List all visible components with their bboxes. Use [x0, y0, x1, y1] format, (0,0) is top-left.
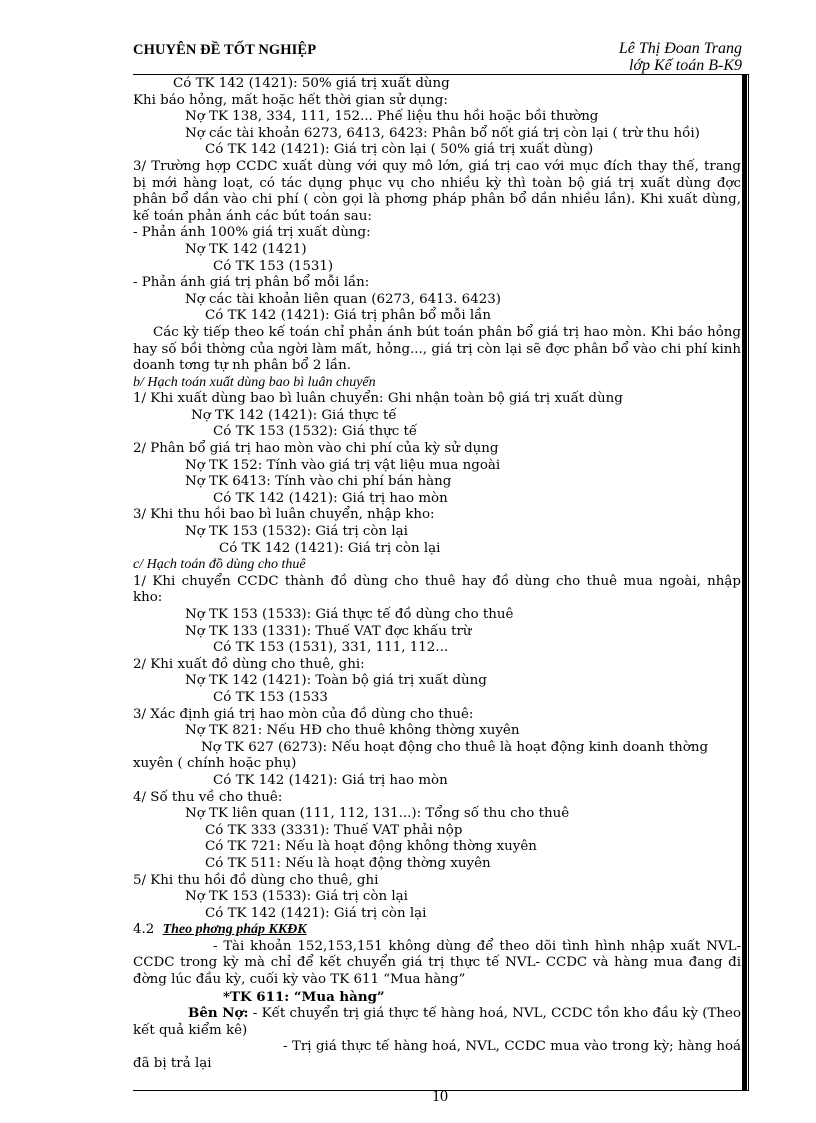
text-line: Nợ TK 152: Tính vào giá trị vật liệu mua ngoài [185, 457, 501, 473]
header-title: CHUYÊN ĐỀ TỐT NGHIỆP [133, 42, 317, 58]
text-line: Nợ TK 133 (1331): Thuế VAT đợc khấu trừ [185, 623, 472, 639]
text-line: Có TK 153 (1531), 331, 111, 112... [213, 640, 449, 656]
paragraph: 1/ Khi chuyển CCDC thành đồ dùng cho thuê hay đồ dùng cho thuê mua ngoài, nhập kho: [133, 573, 741, 606]
text-line: Nợ TK 142 (1421): Toàn bộ giá trị xuất dùng [185, 673, 487, 689]
section-heading: c/ Hạch toán đồ dùng cho thuê [133, 557, 306, 573]
text-line: Nợ TK 821: Nếu HĐ cho thuê không thờng xuyên [185, 723, 520, 739]
text-line: Có TK 142 (1421): Giá trị hao mòn [213, 772, 448, 788]
text-line: xuyên ( chính hoặc phụ) [133, 756, 297, 772]
text-line: - Phản ánh giá trị phân bổ mỗi lần: [133, 275, 370, 291]
text-line: 2/ Khi xuất đồ dùng cho thuê, ghi: [133, 656, 365, 672]
text-line: Nợ TK liên quan (111, 112, 131...): Tổng số thu cho thuê [185, 806, 570, 822]
text-line: Nợ TK 153 (1533): Giá thực tế đồ dùng cho thuê [185, 607, 514, 622]
document-body [133, 76, 741, 1073]
text-line: Có TK 511: Nếu là hoạt động thờng xuyên [205, 855, 491, 871]
debit-label: Bên Nợ: [188, 1005, 249, 1022]
text-line: 2/ Phân bổ giá trị hao mòn vào chi phí của kỳ sử dụng [133, 441, 499, 457]
section-heading [133, 922, 741, 939]
text-line: Nợ các tài khoản 6273, 6413, 6423: Phân bổ nốt giá trị còn lại ( trừ thu hồi) [185, 125, 700, 141]
header-class: lớp Kế toán B-K9 [629, 57, 742, 74]
text-line: Có TK 333 (3331): Thuế VAT phải nộp [205, 822, 463, 838]
section-title: Theo phơng pháp KKĐK [162, 922, 307, 938]
header-author: Lê Thị Đoan Trang [618, 40, 742, 57]
text-line: 4/ Số thu về cho thuê: [133, 789, 283, 805]
text-line: Có TK 153 (1532): Giá thực tế [213, 424, 418, 440]
paragraph: Các kỳ tiếp theo kế toán chỉ phản ánh bút toán phân bổ giá trị hao mòn. Khi báo hỏng hay số bồi thờng của ngời làm mất, hỏng..., giá trị còn lại sẽ đợc phân bổ vào chi phí kinh doanh tơng tự nh phân bổ 2 lần. [133, 324, 741, 374]
page-number: 10 [432, 1088, 448, 1105]
text-line: Nợ TK 153 (1533): Giá trị còn lại [185, 889, 408, 905]
text-line: Có TK 142 (1421): Giá trị phân bổ mỗi lần [205, 308, 492, 324]
paragraph [133, 1005, 741, 1039]
text-line: 3/ Khi thu hồi bao bì luân chuyển, nhập kho: [133, 507, 435, 523]
text-line: Có TK 142 (1421): Giá trị còn lại [219, 540, 441, 556]
paragraph: 3/ Trường hợp CCDC xuất dùng với quy mô lớn, giá trị cao với mục đích thay thế, trang bị mới hàng loạt, có tác dụng phục vụ cho nhiều kỳ thì toàn bộ giá trị xuất dùng đợc phân bổ dần vào chi phí ( còn gọi là phơng pháp phân bổ dần nhiều lần). Khi xuất dùng, kế toán phản ánh các bút toán sau: [133, 158, 741, 224]
page-border-right [742, 74, 747, 1091]
text-line: Nợ TK 6413: Tính vào chi phí bán hàng [185, 474, 452, 490]
section-number: 4.2 [133, 922, 155, 938]
section-heading: b/ Hạch toán xuất dùng bao bì luân chuyển [133, 374, 376, 390]
paragraph: - Trị giá thực tế hàng hoá, NVL, CCDC mua vào trong kỳ; hàng hoá đã bị trả lại [133, 1039, 741, 1072]
text-line: 1/ Khi xuất dùng bao bì luân chuyển: Ghi nhận toàn bộ giá trị xuất dùng [133, 391, 623, 407]
text-line: 3/ Xác định giá trị hao mòn của đồ dùng cho thuê: [133, 706, 474, 722]
account-heading: *TK 611: “Mua hàng” [223, 988, 385, 1005]
page-border-right-thin [748, 74, 749, 1091]
text-line: Nợ TK 142 (1421) [185, 241, 307, 257]
text-line: Có TK 142 (1421): Giá trị còn lại ( 50% giá trị xuất dùng) [205, 142, 594, 158]
paragraph: - Tài khoản 152,153,151 không dùng để theo dõi tình hình nhập xuất NVL-CCDC trong kỳ mà chỉ để kết chuyển giá trị thực tế NVL- CCDC và hàng mua đang đi đờng lúc đầu kỳ, cuối kỳ vào TK 611 “Mua hàng” [133, 938, 741, 988]
text-line: Có TK 153 (1531) [213, 258, 334, 274]
text-line: Có TK 142 (1421): Giá trị còn lại [205, 905, 427, 921]
text-line: 5/ Khi thu hồi đồ dùng cho thuê, ghi [133, 872, 379, 888]
text-line: Khi báo hỏng, mất hoặc hết thời gian sử dụng: [133, 92, 448, 108]
debit-item: - Kết chuyển trị giá thực tế hàng hoá, NVL, CCDC tồn kho đầu kỳ (Theo kết quả kiểm kê) [133, 1006, 742, 1038]
text-line: Nợ TK 138, 334, 111, 152... Phế liệu thu hồi hoặc bồi thường [185, 109, 599, 125]
text-line: Có TK 153 (1533 [213, 689, 328, 705]
text-line: Nợ TK 153 (1532): Giá trị còn lại [185, 524, 408, 540]
text-line: Có TK 142 (1421): 50% giá trị xuất dùng [173, 76, 450, 91]
text-line: Nợ TK 627 (6273): Nếu hoạt động cho thuê là hoạt động kinh doanh thờng [201, 739, 709, 755]
header-rule [133, 74, 749, 75]
text-line: Có TK 142 (1421): Giá trị hao mòn [213, 490, 448, 506]
text-line: Nợ TK 142 (1421): Giá thực tế [191, 407, 397, 423]
text-line: Có TK 721: Nếu là hoạt động không thờng xuyên [205, 839, 537, 855]
text-line: - Phản ánh 100% giá trị xuất dùng: [133, 225, 371, 241]
text-line: Nợ các tài khoản liên quan (6273, 6413. 6423) [185, 291, 501, 307]
header-author-block [619, 40, 742, 74]
